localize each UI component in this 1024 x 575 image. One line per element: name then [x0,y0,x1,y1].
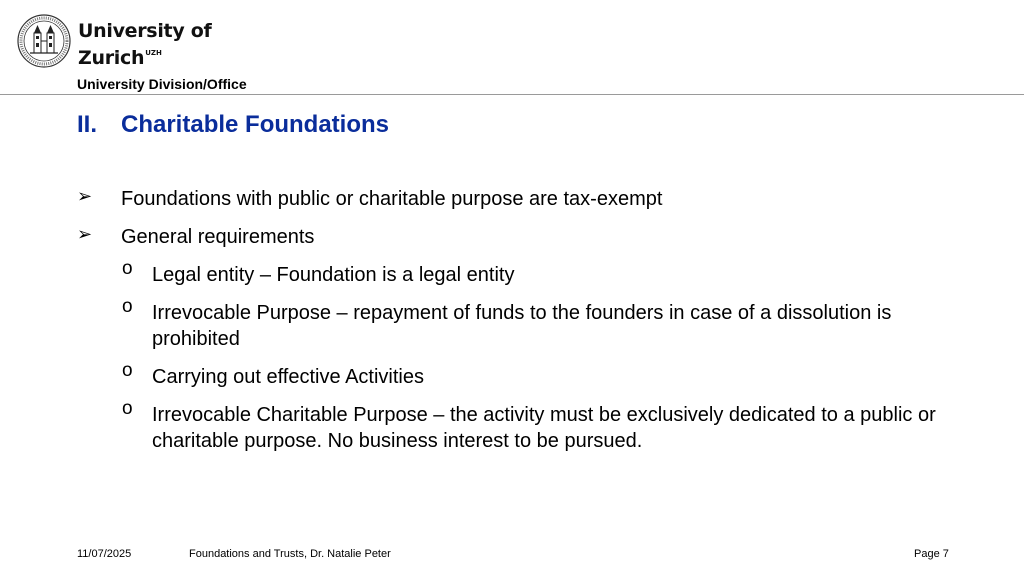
sub-bullet-text: Irrevocable Charitable Purpose – the activity must be exclusively dedicated to a public or charitable purpose. No business interest to be pursued. [152,404,936,452]
slide-title [77,111,389,139]
sub-bullet-text: Legal entity – Foundation is a legal entity [152,264,515,286]
header-divider [0,94,1024,95]
circle-bullet-icon: o [122,398,133,419]
university-logo-wordmark [78,20,211,69]
slide-title-number: II. [77,111,98,138]
circle-bullet-icon: o [122,360,133,381]
logo-line-2 [78,42,211,69]
logo-line-1: University of [78,20,212,42]
sub-bullet-text: Carrying out effective Activities [152,366,424,388]
sub-bullet-text: Irrevocable Purpose – repayment of funds to the founders in case of a dissolution is prohibited [152,302,892,350]
division-label: University Division/Office [77,76,247,92]
footer-title: Foundations and Trusts, Dr. Natalie Peter [189,548,391,560]
circle-bullet-icon: o [122,296,133,317]
arrow-bullet-icon: ➢ [77,224,93,244]
logo-line-2-text: Zurich [78,47,145,69]
page-number: Page 7 [914,548,949,560]
circle-bullet-icon: o [122,258,133,279]
footer-date: 11/07/2025 [77,548,132,560]
bullet-text: Foundations with public or charitable purpose are tax-exempt [121,188,663,210]
logo-superscript: UZH [145,49,162,57]
bullet-text: General requirements [121,226,315,248]
university-seal-icon [17,14,71,68]
slide-title-text: Charitable Foundations [121,111,390,138]
arrow-bullet-icon: ➢ [77,186,93,206]
